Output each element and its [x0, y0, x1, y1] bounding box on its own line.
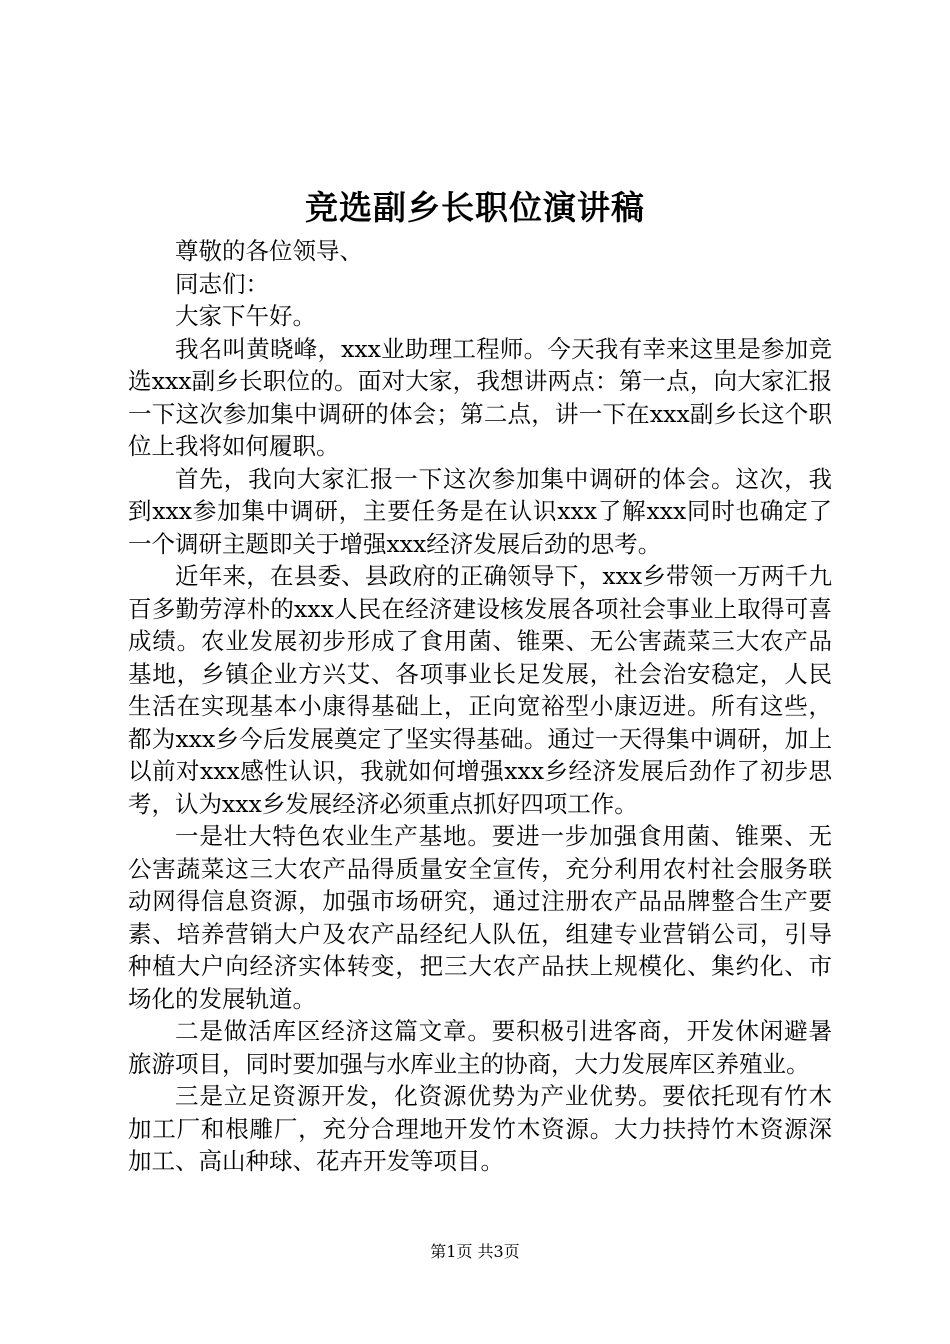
paragraph-point-three: 三是立足资源开发，化资源优势为产业优势。要依托现有竹木加工厂和根雕厂，充分合理地开发竹木资源。大力扶持竹木资源深加工、高山种球、花卉开发等项目。 [128, 1082, 832, 1175]
paragraph-recent-achievements: 近年来，在县委、县政府的正确领导下，xxx乡带领一万两千九百多勤劳淳朴的xxx人民在经济建设核发展各项社会事业上取得可喜成绩。农业发展初步形成了食用菌、锥栗、无公害蔬菜三大农产品基地，乡镇企业方兴艾、各项事业长足发展，社会治安稳定，人民生活在实现基本小康得基础上，正向宽裕型小康迈进。所有这些，都为xxx乡今后发展奠定了坚实得基础。通过一天得集中调研，加上以前对xxx感性认识，我就如何增强xxx乡经济发展后劲作了初步思考，认为xxx乡发展经济必须重点抓好四项工作。 [128, 562, 832, 818]
paragraph-point-two: 二是做活库区经济这篇文章。要积极引进客商，开发休闲避暑旅游项目，同时要加强与水库业主的协商，大力发展库区养殖业。 [128, 1017, 832, 1078]
salutation-line: 同志们： [175, 269, 269, 298]
greeting-line: 大家下午好。 [175, 302, 316, 330]
paragraph-introduction: 我名叫黄晓峰，xxx业助理工程师。今天我有幸来这里是参加竞选xxx副乡长职位的。面对大家，我想讲两点：第一点，向大家汇报一下这次参加集中调研的体会；第二点，讲一下在xxx副乡长这个职位上我将如何履职。 [128, 334, 832, 460]
paragraph-point-one: 一是壮大特色农业生产基地。要进一步加强食用菌、锥栗、无公害蔬菜这三大农产品得质量安全宣传，充分利用农村社会服务联动网得信息资源，加强市场研究，通过注册农产品品牌整合生产要素、培养营销大户及农产品经纪人队伍，组建专业营销公司，引导种植大户向经济实体转变，把三大农产品扶上规模化、集约化、市场化的发展轨道。 [128, 822, 832, 1013]
document-body [128, 235, 832, 1178]
page-number-footer: 第1页 共3页 [430, 1242, 520, 1261]
page-title: 竞选副乡长职位演讲稿 [305, 188, 645, 227]
paragraph-research-experience: 首先，我向大家汇报一下这次参加集中调研的体会。这次，我到xxx参加集中调研，主要任务是在认识xxx了解xxx同时也确定了一个调研主题即关于增强xxx经济发展后劲的思考。 [128, 464, 832, 558]
salutation-line: 尊敬的各位领导、 [175, 237, 363, 265]
